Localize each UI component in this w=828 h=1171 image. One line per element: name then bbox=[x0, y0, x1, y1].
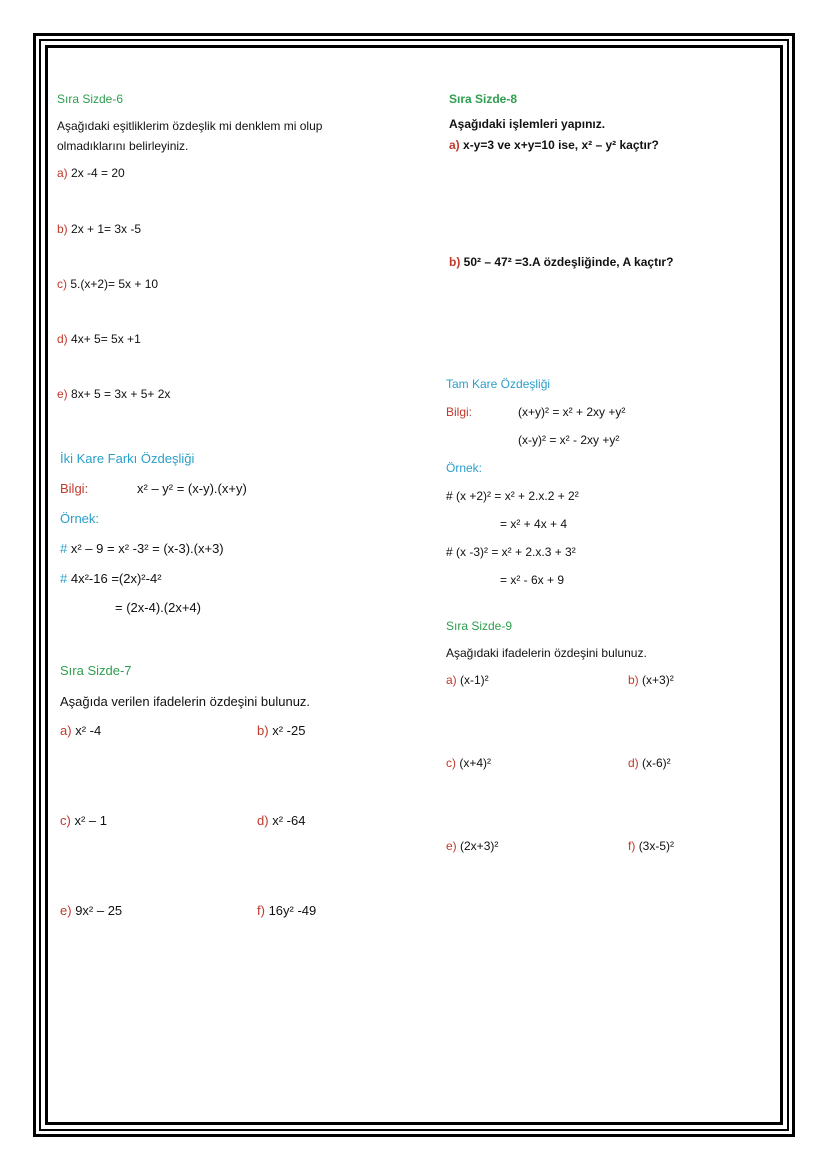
tam-kare-formula-2: (x-y)² = x² - 2xy +y² bbox=[518, 433, 620, 447]
tam-kare-example-4: = x² - 6x + 9 bbox=[500, 573, 565, 587]
sizde6-item-c: c) 5.(x+2)= 5x + 10 bbox=[57, 277, 159, 291]
sizde6-title: Sıra Sizde-6 bbox=[57, 92, 124, 106]
sizde6-instruction-line2: olmadıklarını belirleyiniz. bbox=[57, 139, 189, 153]
sizde9-item-f: f) (3x-5)² bbox=[628, 839, 675, 853]
sizde6-item-e: e) 8x+ 5 = 3x + 5+ 2x bbox=[57, 387, 171, 401]
sizde7-title: Sıra Sizde-7 bbox=[60, 663, 132, 678]
iki-kare-title: İki Kare Farkı Özdeşliği bbox=[60, 451, 195, 466]
sizde6-item-d: d) 4x+ 5= 5x +1 bbox=[57, 332, 141, 346]
iki-kare-formula: x² – y² = (x-y).(x+y) bbox=[137, 481, 247, 496]
iki-kare-example-1: # x² – 9 = x² -3² = (x-3).(x+3) bbox=[60, 541, 224, 556]
sizde9-item-d: d) (x-6)² bbox=[628, 756, 671, 770]
tam-kare-title: Tam Kare Özdeşliği bbox=[446, 377, 551, 391]
sizde9-item-c: c) (x+4)² bbox=[446, 756, 492, 770]
sizde6-item-b: b) 2x + 1= 3x -5 bbox=[57, 222, 142, 236]
sizde8-item-a: a) x-y=3 ve x+y=10 ise, x² – y² kaçtır? bbox=[449, 138, 659, 152]
tam-kare-bilgi-label: Bilgi: bbox=[446, 405, 473, 419]
sizde9-title: Sıra Sizde-9 bbox=[446, 619, 513, 633]
sizde7-item-f: f) 16y² -49 bbox=[257, 903, 317, 918]
sizde8-instruction: Aşağıdaki işlemleri yapınız. bbox=[449, 117, 606, 131]
sizde6-instruction-line1: Aşağıdaki eşitliklerim özdeşlik mi denklem mi olup bbox=[57, 119, 323, 133]
iki-kare-example-3: = (2x-4).(2x+4) bbox=[115, 600, 201, 615]
tam-kare-formula-1: (x+y)² = x² + 2xy +y² bbox=[518, 405, 626, 419]
sizde6-item-a: a) 2x -4 = 20 bbox=[57, 166, 125, 180]
sizde7-item-d: d) x² -64 bbox=[257, 813, 306, 828]
iki-kare-example-2: # 4x²-16 =(2x)²-4² bbox=[60, 571, 162, 586]
tam-kare-example-3: # (x -3)² = x² + 2.x.3 + 3² bbox=[446, 545, 576, 559]
sizde7-item-b: b) x² -25 bbox=[257, 723, 306, 738]
tam-kare-example-2: = x² + 4x + 4 bbox=[500, 517, 568, 531]
sizde7-instruction: Aşağıda verilen ifadelerin özdeşini bulunuz. bbox=[60, 694, 311, 709]
sizde9-item-e: e) (2x+3)² bbox=[446, 839, 499, 853]
iki-kare-ornek-label: Örnek: bbox=[60, 511, 100, 526]
iki-kare-bilgi-label: Bilgi: bbox=[60, 481, 89, 496]
sizde7-item-c: c) x² – 1 bbox=[60, 813, 107, 828]
sizde7-item-e: e) 9x² – 25 bbox=[60, 903, 123, 918]
sizde9-item-b: b) (x+3)² bbox=[628, 673, 674, 687]
tam-kare-example-1: # (x +2)² = x² + 2.x.2 + 2² bbox=[446, 489, 579, 503]
sizde8-title: Sıra Sizde-8 bbox=[449, 92, 518, 106]
sizde9-item-a: a) (x-1)² bbox=[446, 673, 489, 687]
sizde9-instruction: Aşağıdaki ifadelerin özdeşini bulunuz. bbox=[446, 646, 647, 660]
tam-kare-ornek-label: Örnek: bbox=[446, 461, 483, 475]
sizde8-item-b: b) 50² – 47² =3.A özdeşliğinde, A kaçtır? bbox=[449, 255, 674, 269]
sizde7-item-a: a) x² -4 bbox=[60, 723, 102, 738]
